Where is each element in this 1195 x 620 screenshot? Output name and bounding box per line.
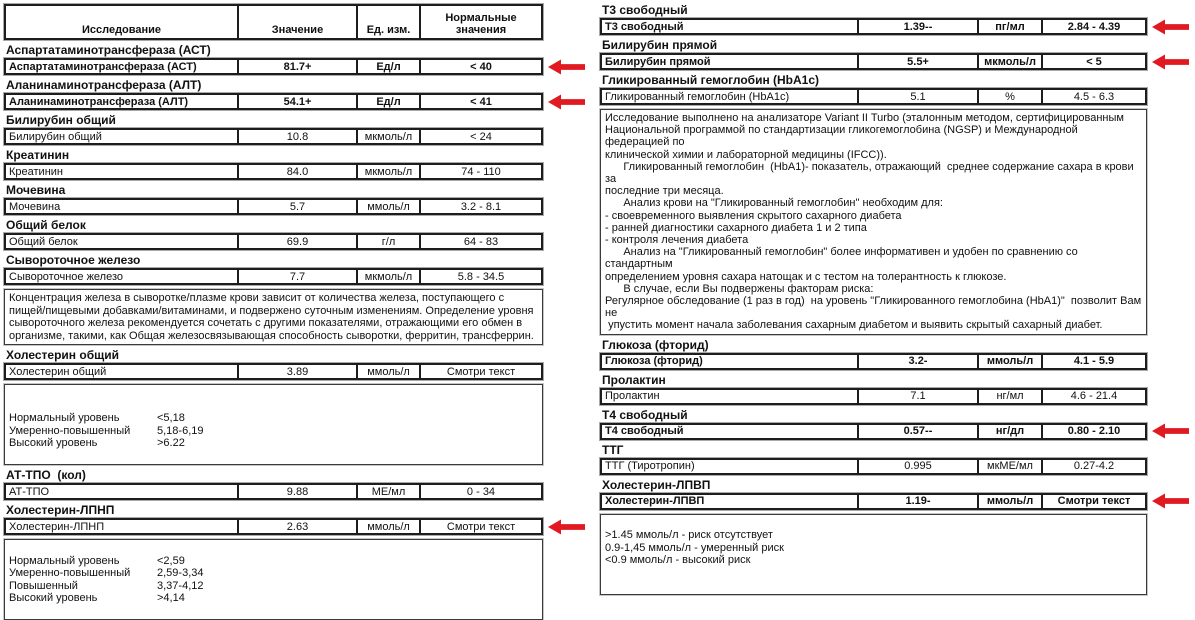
cell-units: ммоль/л: [356, 200, 419, 213]
result-section: [4, 149, 543, 180]
cell-value: 7.1: [857, 390, 977, 403]
cell-units: мкМЕ/мл: [977, 460, 1041, 473]
cell-normal-range: 5.8 - 34.5: [419, 270, 541, 283]
column-header-normal: Нормальные значения: [419, 6, 541, 38]
result-section: [4, 44, 543, 75]
column-header-value: Значение: [237, 6, 356, 38]
result-row: [4, 163, 543, 180]
note-box: [4, 384, 543, 465]
cell-study-name: Холестерин-ЛПВП: [605, 495, 705, 508]
note-line-value: 5,18-6,19: [157, 424, 204, 437]
note-line: >1.45 ммоль/л - риск отсутствует: [605, 529, 773, 542]
cell-units: ммоль/л: [356, 365, 419, 378]
result-row: [4, 268, 543, 285]
cell-units: нг/мл: [977, 390, 1041, 403]
section-title: Холестерин-ЛПВП: [602, 477, 711, 492]
section-title: Общий белок: [6, 218, 86, 232]
cell-normal-range: < 41: [419, 95, 541, 108]
note-line: пищей/пищевыми добавками/витаминами, и подвержено суточным изменениям. Определение уровня: [9, 304, 534, 317]
cell-units: г/л: [356, 235, 419, 248]
result-section: [4, 114, 543, 145]
result-row: [600, 353, 1147, 370]
note-line: <0.9 ммоль/л - высокий риск: [605, 554, 751, 567]
cell-normal-range: 0.27-4.2: [1041, 460, 1145, 473]
cell-study-name: Гликированный гемоглобин (HbA1c): [605, 90, 790, 103]
cell-study-name: Т3 свободный: [605, 20, 684, 33]
red-arrow-icon: [548, 519, 585, 534]
cell-value: 54.1+: [237, 95, 356, 108]
cell-value: 69.9: [237, 235, 356, 248]
cell-normal-range: 4.1 - 5.9: [1041, 355, 1145, 368]
cell-units: мкмоль/л: [356, 130, 419, 143]
section-title: Креатинин: [6, 148, 70, 162]
section-title: Мочевина: [6, 183, 66, 197]
note-line: - ранней диагностики сахарного диабета 1 и 2 типа: [605, 221, 867, 234]
result-section: [4, 349, 543, 380]
note-line: [9, 555, 538, 568]
note-line-label: Высокий уровень: [9, 592, 98, 604]
result-row: [600, 458, 1147, 475]
result-row: [4, 518, 543, 535]
note-line: клинической химии и лабораторной медицины (IFCC)).: [605, 148, 887, 161]
note-line: - своевременного выявления скрытого сахарного диабета: [605, 209, 902, 222]
result-row: [600, 53, 1147, 70]
cell-value: 0.57--: [857, 425, 977, 438]
cell-value: 0.995: [857, 460, 977, 473]
cell-value: 7.7: [237, 270, 356, 283]
note-line: Концентрация железа в сыворотке/плазме крови зависит от количества железа, поступающего с: [9, 292, 505, 304]
note-line-value: <5,18: [157, 412, 185, 424]
cell-normal-range: 4.6 - 21.4: [1041, 390, 1145, 403]
cell-value: 1.19-: [857, 495, 977, 508]
note-line: [9, 400, 538, 413]
note-line-value: >4,14: [157, 592, 185, 604]
cell-units: мкмоль/л: [356, 165, 419, 178]
note-line: сывороточного железа рекомендуется сочетать с другими показателями, отражающими его обмен в: [9, 317, 523, 329]
note-line: [605, 579, 1142, 592]
cell-study-name: Аспартатаминотрансфераза (АСТ): [9, 60, 197, 73]
result-row: [4, 93, 543, 110]
cell-normal-range: < 40: [419, 60, 541, 73]
note-line: - контроля лечения диабета: [605, 234, 749, 247]
section-title: Аспартатаминотрансфераза (АСТ): [6, 43, 211, 57]
note-line: 0.9-1,45 ммоль/л - умеренный риск: [605, 541, 784, 554]
section-title: Аланинаминотрансфераза (АЛТ): [6, 78, 202, 92]
note-line: [9, 580, 538, 593]
red-arrow-icon: [548, 59, 585, 74]
cell-study-name: Глюкоза (фторид): [605, 355, 703, 368]
cell-normal-range: < 5: [1041, 55, 1145, 68]
cell-normal-range: 74 - 110: [419, 165, 541, 178]
result-section: [4, 504, 543, 535]
note-line: [9, 567, 538, 580]
note-line-value: <2,59: [157, 554, 185, 567]
note-line-label: Нормальный уровень: [9, 412, 120, 424]
result-row: [600, 18, 1147, 35]
note-line: [9, 605, 538, 618]
result-row: [600, 493, 1147, 510]
cell-units: ммоль/л: [977, 355, 1041, 368]
note-line-label: Повышенный: [9, 579, 78, 592]
note-line: [9, 425, 538, 438]
note-line: [9, 412, 538, 425]
results-column-right: [600, 4, 1147, 595]
cell-value: 84.0: [237, 165, 356, 178]
red-arrow-icon: [1152, 494, 1189, 509]
note-line: Регулярное обследование (1 раз в год) на уровень "Гликированного гемоглобина (HbA1)" позволит Вам не: [605, 295, 1145, 320]
red-arrow-icon: [548, 94, 585, 109]
note-box: [600, 514, 1147, 595]
note-line: организме, такими, как Общая железосвязывающая способность сыворотки, ферритин, трансферрин.: [9, 329, 534, 342]
cell-units: мкмоль/л: [977, 55, 1041, 68]
cell-units: ммоль/л: [977, 495, 1041, 508]
note-line: Гликированный гемоглобин (HbA1)- показатель, отражающий среднее содержание сахара в крови за: [605, 160, 1137, 186]
section-title: Сывороточное железо: [6, 253, 141, 267]
result-section: [600, 409, 1147, 440]
result-section: [600, 4, 1147, 35]
cell-value: 1.39--: [857, 20, 977, 33]
cell-normal-range: 64 - 83: [419, 235, 541, 248]
cell-normal-range: 0.80 - 2.10: [1041, 425, 1145, 438]
note-line-value: 3,37-4,12: [157, 579, 204, 592]
note-line: Анализ на "Гликированный гемоглобин" более информативен и удобен по сравнению со стандартным: [605, 246, 1081, 271]
note-line-label: Умеренно-повышенный: [9, 567, 131, 579]
cell-units: Ед/л: [356, 60, 419, 73]
cell-normal-range: Смотри текст: [419, 365, 541, 378]
red-arrow-icon: [1152, 424, 1189, 439]
result-section: [4, 469, 543, 500]
red-arrow-icon: [1152, 19, 1189, 34]
section-title: Билирубин общий: [6, 113, 116, 127]
note-line: [9, 387, 538, 400]
cell-value: 5.7: [237, 200, 356, 213]
result-section: [4, 219, 543, 250]
result-section: [600, 374, 1147, 405]
cell-normal-range: 4.5 - 6.3: [1041, 90, 1145, 103]
note-line-value: 2,59-3,34: [157, 567, 204, 579]
column-header-study: Исследование: [81, 24, 162, 36]
cell-units: ммоль/л: [356, 520, 419, 533]
red-arrow-icon: [1152, 54, 1189, 69]
section-title: Пролактин: [602, 372, 666, 387]
cell-value: 10.8: [237, 130, 356, 143]
note-box: [600, 109, 1147, 335]
result-section: [600, 479, 1147, 510]
note-line: [9, 592, 538, 605]
cell-units: нг/дл: [977, 425, 1041, 438]
cell-value: 81.7+: [237, 60, 356, 73]
cell-normal-range: 2.84 - 4.39: [1041, 20, 1145, 33]
note-line-label: Высокий уровень: [9, 437, 98, 449]
note-line: упустить момент начала заболевания сахарным диабетом и выявить скрытый сахарный диабет.: [605, 319, 1103, 332]
note-line: В случае, если Вы подвержены факторам риска:: [605, 282, 874, 295]
column-header-units: Ед. изм.: [356, 6, 419, 38]
cell-normal-range: 3.2 - 8.1: [419, 200, 541, 213]
cell-study-name: Аланинаминотрансфераза (АЛТ): [9, 95, 189, 108]
cell-normal-range: 0 - 34: [419, 485, 541, 498]
note-line: Исследование выполнено на анализаторе Variant II Turbo (эталонным методом, сертифицированным: [605, 112, 1124, 124]
note-line: последние три месяца.: [605, 185, 724, 198]
cell-study-name: Креатинин: [9, 165, 63, 178]
cell-value: 3.2-: [857, 355, 977, 368]
note-line: Национальной программой по стандартизации гликогемоглобина (NGSP) и Международной федерацией по: [605, 124, 1081, 149]
cell-study-name: ТТГ (Тиротропин): [605, 460, 695, 473]
note-line: Анализ крови на "Гликированный гемоглобин" необходим для:: [605, 197, 943, 210]
note-line: [605, 517, 1142, 530]
note-box: [4, 539, 543, 620]
result-row: [4, 198, 543, 215]
section-title: Т3 свободный: [602, 3, 688, 17]
result-row: [4, 483, 543, 500]
result-row: [600, 388, 1147, 405]
result-section: [600, 39, 1147, 70]
cell-study-name: Билирубин прямой: [605, 55, 711, 68]
section-title: АТ-ТПО (кол): [6, 468, 86, 482]
result-row: [4, 58, 543, 75]
note-line: [9, 542, 538, 555]
cell-units: пг/мл: [977, 20, 1041, 33]
result-row: [600, 88, 1147, 105]
section-title: Холестерин-ЛПНП: [6, 503, 115, 517]
result-section: [600, 74, 1147, 105]
note-line: [9, 437, 538, 450]
note-line-label: Умеренно-повышенный: [9, 424, 131, 437]
result-section: [600, 339, 1147, 370]
cell-study-name: Т4 свободный: [605, 425, 684, 438]
note-line-value: >6.22: [157, 437, 185, 449]
cell-study-name: Холестерин-ЛПНП: [9, 520, 105, 533]
cell-normal-range: Смотри текст: [419, 520, 541, 533]
cell-study-name: АТ-ТПО: [9, 485, 50, 498]
section-title: Глюкоза (фторид): [602, 337, 709, 352]
cell-study-name: Холестерин общий: [9, 365, 107, 378]
cell-value: 2.63: [237, 520, 356, 533]
cell-units: МЕ/мл: [356, 485, 419, 498]
cell-value: 5.1: [857, 90, 977, 103]
result-row: [4, 363, 543, 380]
result-section: [4, 79, 543, 110]
result-section: [4, 254, 543, 285]
section-title: Т4 свободный: [602, 407, 688, 422]
cell-units: %: [977, 90, 1041, 103]
result-section: [600, 444, 1147, 475]
cell-value: 5.5+: [857, 55, 977, 68]
cell-study-name: Пролактин: [605, 390, 660, 403]
section-title: Билирубин прямой: [602, 38, 718, 52]
table-header-row: [4, 4, 543, 40]
note-line: [605, 567, 1142, 580]
cell-normal-range: Смотри текст: [1041, 495, 1145, 508]
result-row: [600, 423, 1147, 440]
cell-units: мкмоль/л: [356, 270, 419, 283]
cell-units: Ед/л: [356, 95, 419, 108]
result-row: [4, 233, 543, 250]
section-title: ТТГ: [602, 442, 624, 457]
cell-value: 3.89: [237, 365, 356, 378]
cell-study-name: Мочевина: [9, 200, 61, 213]
result-row: [4, 128, 543, 145]
note-line-label: Нормальный уровень: [9, 554, 120, 567]
note-box: [4, 289, 543, 345]
section-title: Холестерин общий: [6, 348, 119, 362]
cell-study-name: Сывороточное железо: [9, 270, 124, 283]
cell-value: 9.88: [237, 485, 356, 498]
cell-normal-range: < 24: [419, 130, 541, 143]
cell-study-name: Общий белок: [9, 235, 78, 248]
cell-study-name: Билирубин общий: [9, 130, 102, 143]
note-line: [9, 450, 538, 463]
section-title: Гликированный гемоглобин (HbA1c): [602, 73, 820, 87]
note-line: определением уровня сахара натощак и с тестом на толерантность к глюкозе.: [605, 270, 1007, 283]
results-column-left: [4, 4, 543, 620]
result-section: [4, 184, 543, 215]
